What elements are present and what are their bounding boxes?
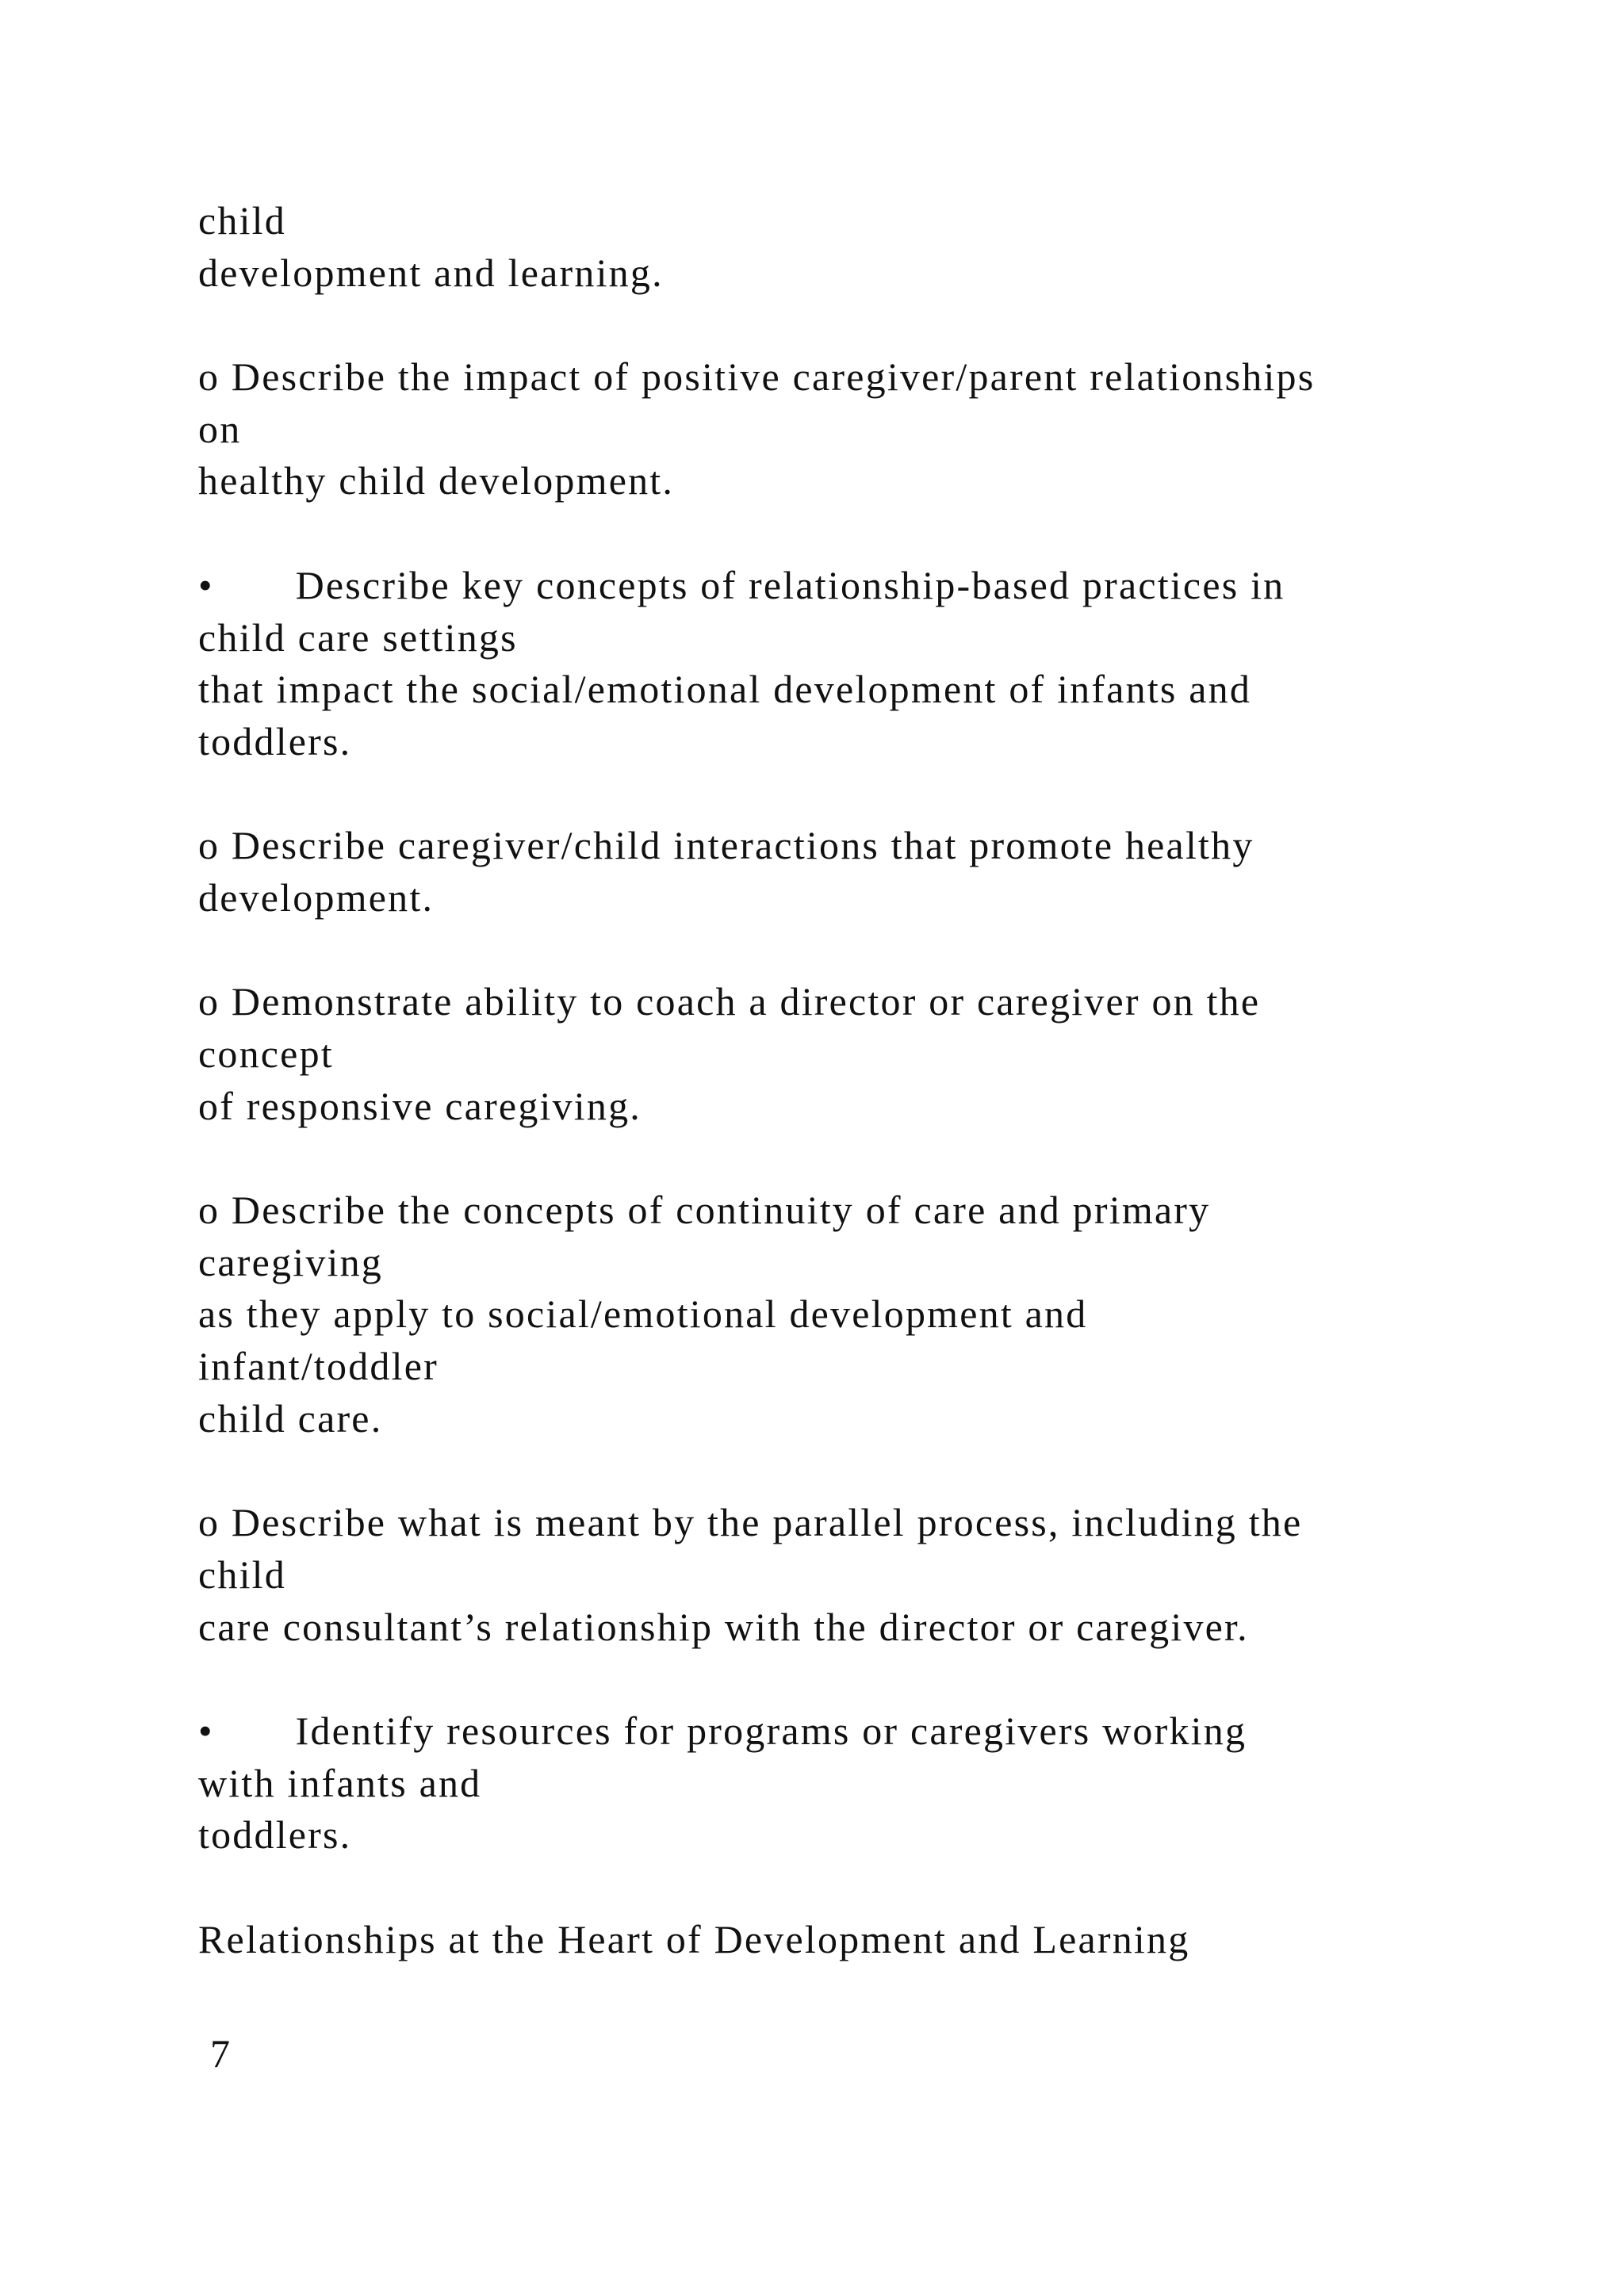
text-line: o Describe the impact of positive caregiver/parent relationships [198,354,1316,400]
blank-line [198,299,1546,351]
text-line: development. [198,874,435,920]
text-line: o Describe what is meant by the parallel process, including the [198,1500,1303,1545]
text-line: development and learning. [198,250,664,295]
text-line: child [198,198,286,243]
text-line: with infants and [198,1760,482,1805]
text-line: child [198,1552,286,1597]
text-line: caregiving [198,1239,384,1284]
text-line: • Identify resources for programs or caregivers working [198,1708,1247,1753]
text-line: on [198,406,242,451]
blank-line [198,1653,1546,1705]
text-line: o Describe the concepts of continuity of care and primary [198,1188,1211,1233]
text-line: child care. [198,1395,383,1441]
blank-line [198,1445,1546,1498]
text-line: o Demonstrate ability to coach a director or caregiver on the [198,979,1261,1024]
blank-line [198,1862,1546,1914]
text-line: that impact the social/emotional development of infants and [198,667,1252,712]
text-line: care consultant’s relationship with the director or caregiver. [198,1604,1249,1649]
text-line: o Describe caregiver/child interactions that promote healthy [198,823,1254,868]
text-line: • Describe key concepts of relationship-based practices in [198,562,1285,607]
blank-line [198,1132,1546,1184]
text-line: of responsive caregiving. [198,1083,642,1128]
text-line: child care settings [198,614,518,660]
blank-line [198,924,1546,977]
text-line: as they apply to social/emotional development and [198,1292,1088,1337]
section-heading: Relationships at the Heart of Development and Learning [198,1916,1190,1961]
page-number: 7 [210,2031,230,2076]
blank-line [198,768,1546,821]
text-line: toddlers. [198,1812,352,1858]
text-line: infant/toddler [198,1344,439,1389]
text-line: healthy child development. [198,458,675,503]
body-text [198,195,1546,1965]
text-line: toddlers. [198,718,352,763]
blank-line [198,507,1546,560]
text-line: concept [198,1031,334,1076]
